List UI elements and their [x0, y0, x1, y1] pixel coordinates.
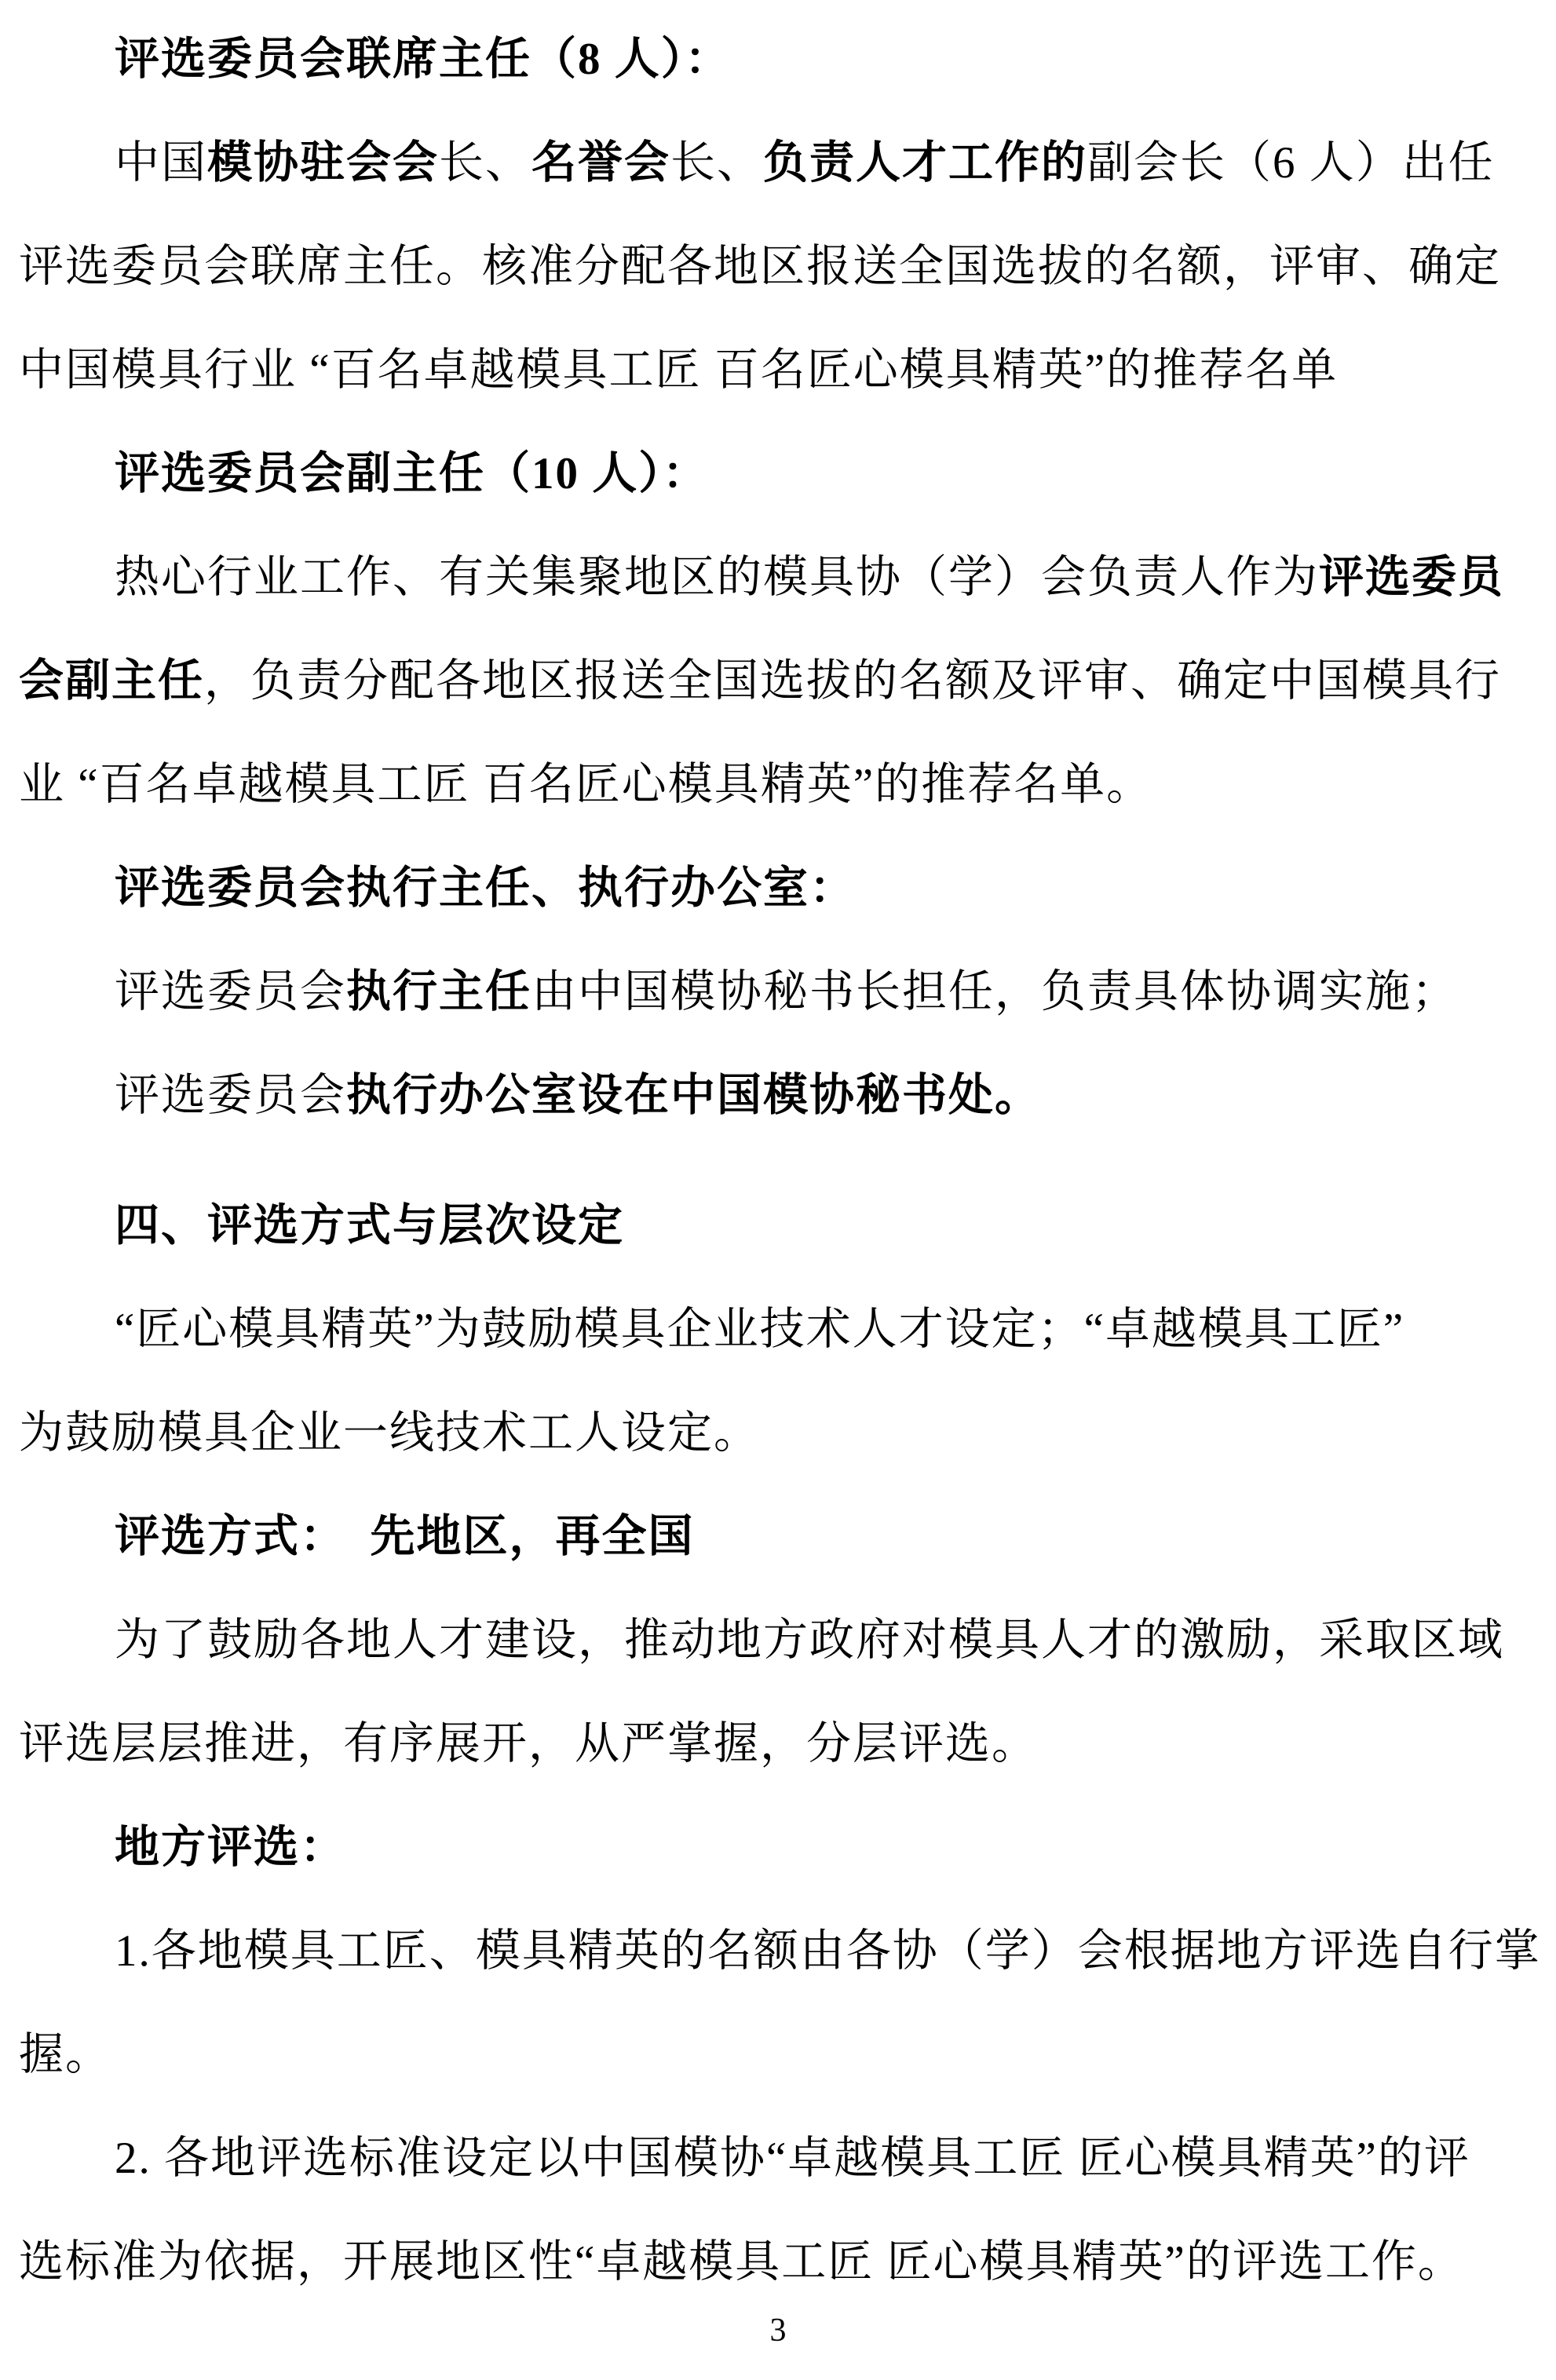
text-run: 评选委员 [1319, 553, 1504, 602]
text-run: 会副主任 [19, 656, 204, 706]
text-run: 四、评选方式与层次设定 [115, 1201, 624, 1250]
text-run: 评选委员会 [115, 967, 346, 1017]
text-run: 中国模具行业 “百名卓越模具工匠 百名匠心模具精英”的推荐名单 [19, 345, 1339, 395]
text-line [19, 422, 1542, 526]
text-line [19, 630, 1542, 733]
text-line [19, 1485, 1542, 1589]
text-run: 业 “百名卓越模具工匠 百名匠心模具精英”的推荐名单。 [19, 760, 1153, 809]
text-run: 负责人才工作的 [763, 138, 1087, 188]
text-run: 评选委员会 [115, 1071, 346, 1120]
page-number: 3 [769, 2312, 787, 2349]
text-run: 执行主任 [346, 967, 531, 1017]
text-run: 握。 [19, 2030, 111, 2079]
text-run: 评选委员会联席主任（8 人）： [115, 35, 732, 84]
text-run: 为鼓励模具企业一线技术工人设定。 [19, 1408, 760, 1458]
text-line [19, 837, 1542, 940]
text-run: “匠心模具精英”为鼓励模具企业技术人才设定；“卓越模具工匠” [115, 1305, 1405, 1354]
text-line [19, 111, 1542, 215]
text-line [19, 319, 1542, 422]
text-line [19, 526, 1542, 630]
text-line [19, 1278, 1542, 1382]
text-line [19, 2107, 1542, 2210]
text-line [19, 1589, 1542, 1692]
text-run: 评选委员会联席主任。核准分配各地区报送全国选拔的名额，评审、确定 [19, 242, 1501, 291]
text-run: 评选委员会执行主任、执行办公室： [115, 863, 856, 913]
text-run: 副会长（6 人）出任 [1087, 138, 1495, 188]
text-run: 选标准为依据，开展地区性“卓越模具工匠 匠心模具精英”的评选工作。 [19, 2237, 1464, 2287]
text-line [19, 8, 1542, 111]
text-run: 为了鼓励各地人才建设，推动地方政府对模具人才的激励，采取区域 [115, 1615, 1504, 1665]
text-run: 执行办公室设在中国模协秘书处。 [346, 1071, 1041, 1120]
text-run: 长、 [670, 138, 763, 188]
text-run: 名誉会 [531, 138, 670, 188]
text-run: 评选方式： 先地区，再全国 [115, 1512, 695, 1561]
text-line [19, 1692, 1542, 1796]
text-line [19, 940, 1542, 1044]
text-line [19, 2003, 1542, 2107]
section-heading [19, 1174, 1542, 1278]
text-run: 1.各地模具工匠、模具精英的名额由各协（学）会根据地方评选自行掌 [115, 1926, 1541, 1976]
text-run: 由中国模协秘书长担任，负责具体协调实施； [531, 967, 1458, 1017]
text-run: 中国 [115, 138, 207, 188]
text-run: 长、 [439, 138, 531, 188]
text-line [19, 2210, 1542, 2314]
text-run: 2. 各地评选标准设定以中国模协“卓越模具工匠 匠心模具精英”的评 [115, 2134, 1470, 2183]
text-run: 模协驻会会 [207, 138, 439, 188]
text-line [19, 1796, 1542, 1900]
text-run: 评选委员会副主任（10 人）： [115, 449, 709, 498]
text-line [19, 733, 1542, 837]
text-line [19, 1900, 1542, 2003]
page-footer [0, 2314, 1556, 2347]
text-line [19, 215, 1542, 319]
text-line [19, 1044, 1542, 1148]
text-run: 评选层层推进，有序展开，从严掌握，分层评选。 [19, 1719, 1038, 1769]
text-run: ，负责分配各地区报送全国选拔的名额及评审、确定中国模具行 [204, 656, 1501, 706]
text-run: 地方评选： [115, 1823, 346, 1872]
text-line [19, 1382, 1542, 1485]
text-run: 热心行业工作、有关集聚地区的模具协（学）会负责人作为 [115, 553, 1319, 602]
